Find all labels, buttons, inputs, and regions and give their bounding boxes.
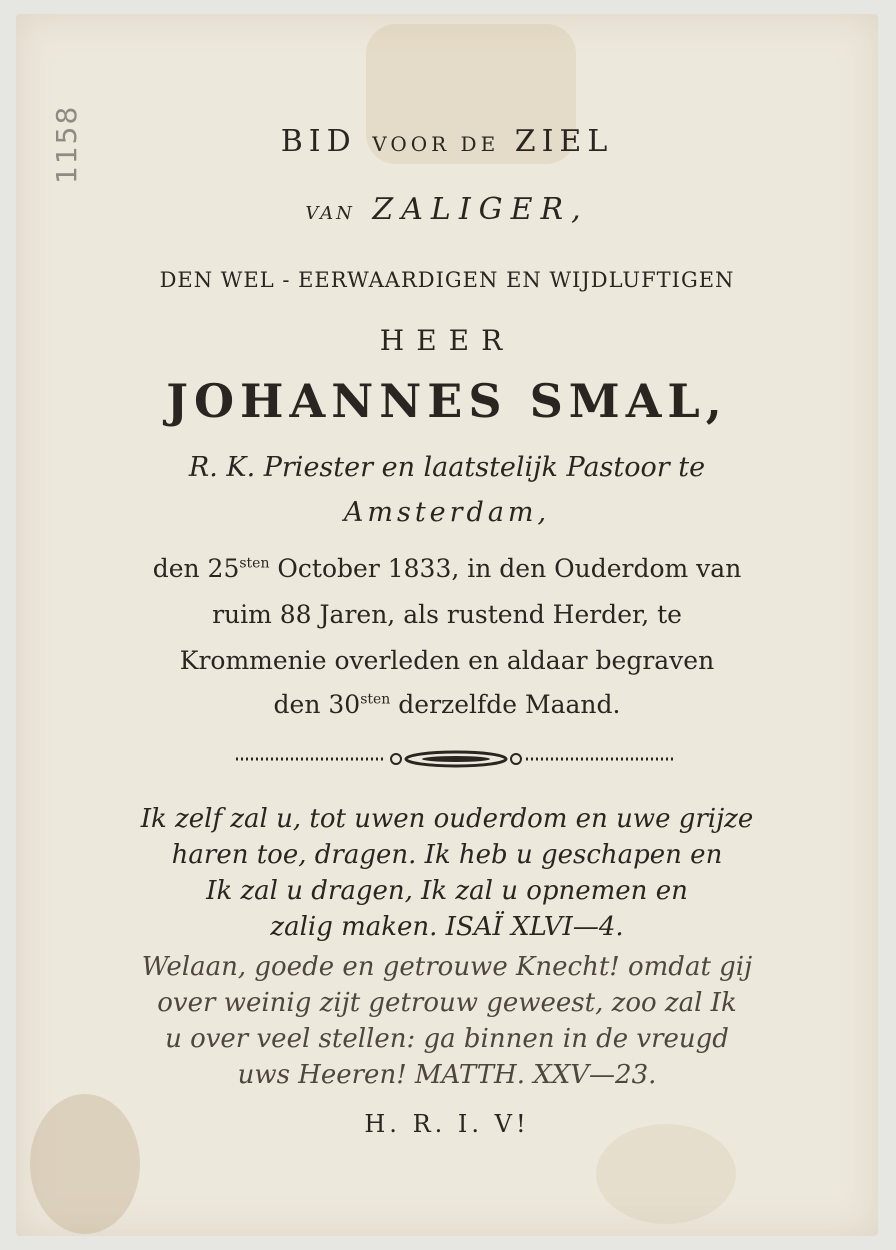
pencil-inventory-mark: 1158: [50, 104, 83, 184]
deceased-name: JOHANNES SMAL,: [166, 374, 728, 428]
paper-stain: [596, 1124, 736, 1224]
verse2-line: u over veel stellen: ga binnen in de vreugd: [165, 1024, 729, 1054]
heading-ziel: ZIEL: [514, 124, 614, 159]
heading-zaliger: ZALIGER,: [372, 192, 589, 227]
heading-line-1: [16, 124, 878, 159]
verse1-line: haren toe, dragen. Ik heb u geschapen en: [171, 840, 723, 870]
verse2-line: Welaan, goede en getrouwe Knecht! omdat gij: [141, 952, 753, 982]
role-line: R. K. Priester en laatstelijk Pastoor te: [188, 452, 706, 483]
verse2-line: uws Heeren! MATTH. XXV—23.: [237, 1060, 657, 1090]
title-line: DEN WEL - EERWAARDIGEN EN WIJDLUFTIGEN: [159, 268, 735, 292]
body-line-1: den $25^{sten}$ October 1833, in den Ouderdom van: [152, 554, 742, 583]
place-line: Amsterdam,: [343, 497, 551, 528]
body-line-3: Krommenie overleden en aldaar begraven: [179, 646, 715, 675]
heer-line: HEER: [379, 324, 515, 357]
verse1-line: Ik zal u dragen, Ik zal u opnemen en: [206, 876, 688, 906]
ornamental-divider: [236, 748, 676, 770]
heading-line-2: [16, 192, 878, 227]
heading-voor-de: VOOR DE: [372, 132, 500, 156]
closing-acronym: H. R. I. V!: [364, 1110, 530, 1138]
verse1-line: zalig maken. ISAÏ XLVI—4.: [270, 912, 624, 942]
body-line-2: ruim 88 Jaren, als rustend Herder, te: [212, 600, 682, 629]
heading-van: VAN: [305, 203, 355, 224]
body-line-4: den $30^{sten}$ derzelfde Maand.: [273, 690, 621, 719]
verse2-line: over weinig zijt getrouw geweest, zoo zal Ik: [157, 988, 737, 1018]
memorial-card: [16, 14, 878, 1236]
heading-bid: BID: [280, 124, 357, 159]
verse1-line: Ik zelf zal u, tot uwen ouderdom en uwe grijze: [140, 804, 754, 834]
